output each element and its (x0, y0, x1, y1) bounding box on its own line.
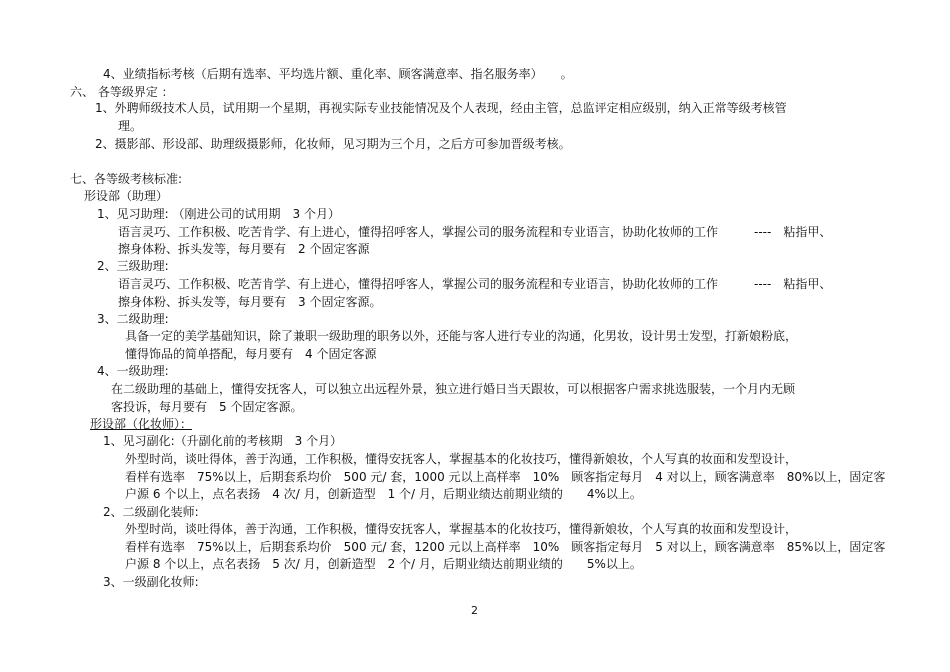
level-2-assistant-title: 3、二级助理: (97, 312, 169, 326)
subsection-assistant-heading: 形设部（助理） (84, 189, 169, 203)
section-6-item-1-cont: 理。 (118, 119, 143, 133)
level-2-deputy-desc-3: 户源 8 个以上，点名表扬 5 次/ 月，创新造型 2 个/ 月，后期业绩达前期业绩的 5%以上。 (125, 557, 642, 571)
level-1-assistant-desc-1: 在二级助理的基础上，懂得安抚客人，可以独立出远程外景，独立进行婚日当天跟妆，可以根据客户需求挑选服装，一个月内无顾 (111, 382, 796, 396)
level-1-deputy-title: 3、一级副化妆师: (103, 575, 199, 589)
level-2-assistant-desc-1: 具备一定的美学基础知识，除了兼职一级助理的职务以外，还能与客人进行专业的沟通，化男妆，设计男士发型，打新娘粉底， (125, 329, 798, 343)
level-3-assistant-desc-2: 擦身体粉、拆头发等，每月要有 3 个固定客源。 (118, 295, 382, 309)
level-2-deputy-desc-1: 外型时尚，谈吐得体，善于沟通，工作积极，懂得安抚客人，掌握基本的化妆技巧，懂得新娘妆，个人写真的妆面和发型设计， (125, 522, 798, 536)
level-2-assistant-desc-2: 懂得饰品的简单搭配，每月要有 4 个固定客源 (125, 347, 377, 361)
trainee-assistant-title: 1、见习助理: （刚进公司的试用期 3 个月） (97, 207, 340, 221)
level-1-assistant-desc-2: 客投诉，每月要有 5 个固定客源。 (111, 400, 303, 414)
trainee-assistant-desc-2: 擦身体粉、拆头发等，每月要有 2 个固定客源 (118, 242, 370, 256)
item-4-performance-metrics: 4、业绩指标考核（后期有选率、平均选片额、重化率、顾客满意率、指名服务率） 。 (103, 67, 573, 81)
level-2-deputy-desc-2: 看样有选率 75%以上，后期套系均价 500 元/ 套，1200 元以上高样率 10% 顾客指定每月 5 对以上，顾客满意率 85%以上，固定客 (125, 540, 886, 554)
trainee-deputy-desc-2: 看样有选率 75%以上，后期套系均价 500 元/ 套，1000 元以上高样率 10% 顾客指定每月 4 对以上，顾客满意率 80%以上，固定客 (125, 470, 886, 484)
level-2-deputy-title: 2、二级副化装师: (103, 505, 199, 519)
section-6-item-1: 1、外聘师级技术人员，试用期一个星期，再视实际专业技能情况及个人表现，经由主管，总监评定相应级别，纳入正常等级考核管 (95, 101, 787, 115)
subsection-makeup-artist-heading: 形设部（化妆师）： (90, 417, 193, 431)
section-6-item-2: 2、摄影部、形设部、助理级摄影师，化妆师，见习期为三个月，之后方可参加晋级考核。 (95, 137, 571, 151)
section-7-heading: 七、各等级考核标准: (70, 172, 183, 186)
page-number: 2 (471, 604, 478, 617)
trainee-assistant-desc-1: 语言灵巧、工作积极、吃苦肯学、有上进心，懂得招呼客人，掌握公司的服务流程和专业语言，协助化妆师的工作 ---- 粘指甲、 (118, 225, 832, 239)
section-6-heading: 六、 各等级界定 ： (70, 85, 174, 99)
level-3-assistant-title: 2、三级助理: (97, 259, 169, 273)
trainee-deputy-desc-3: 户源 6 个以上，点名表扬 4 次/ 月，创新造型 1 个/ 月，后期业绩达前期业绩的 4%以上。 (125, 487, 642, 501)
trainee-deputy-desc-1: 外型时尚，谈吐得体，善于沟通，工作积极，懂得安抚客人，掌握基本的化妆技巧，懂得新娘妆，个人写真的妆面和发型设计， (125, 452, 798, 466)
level-1-assistant-title: 4、一级助理: (97, 364, 169, 378)
level-3-assistant-desc-1: 语言灵巧、工作积极、吃苦肯学、有上进心，懂得招呼客人，掌握公司的服务流程和专业语言，协助化妆师的工作 ---- 粘指甲、 (118, 277, 832, 291)
trainee-deputy-title: 1、见习副化:（升副化前的考核期 3 个月） (103, 434, 343, 448)
